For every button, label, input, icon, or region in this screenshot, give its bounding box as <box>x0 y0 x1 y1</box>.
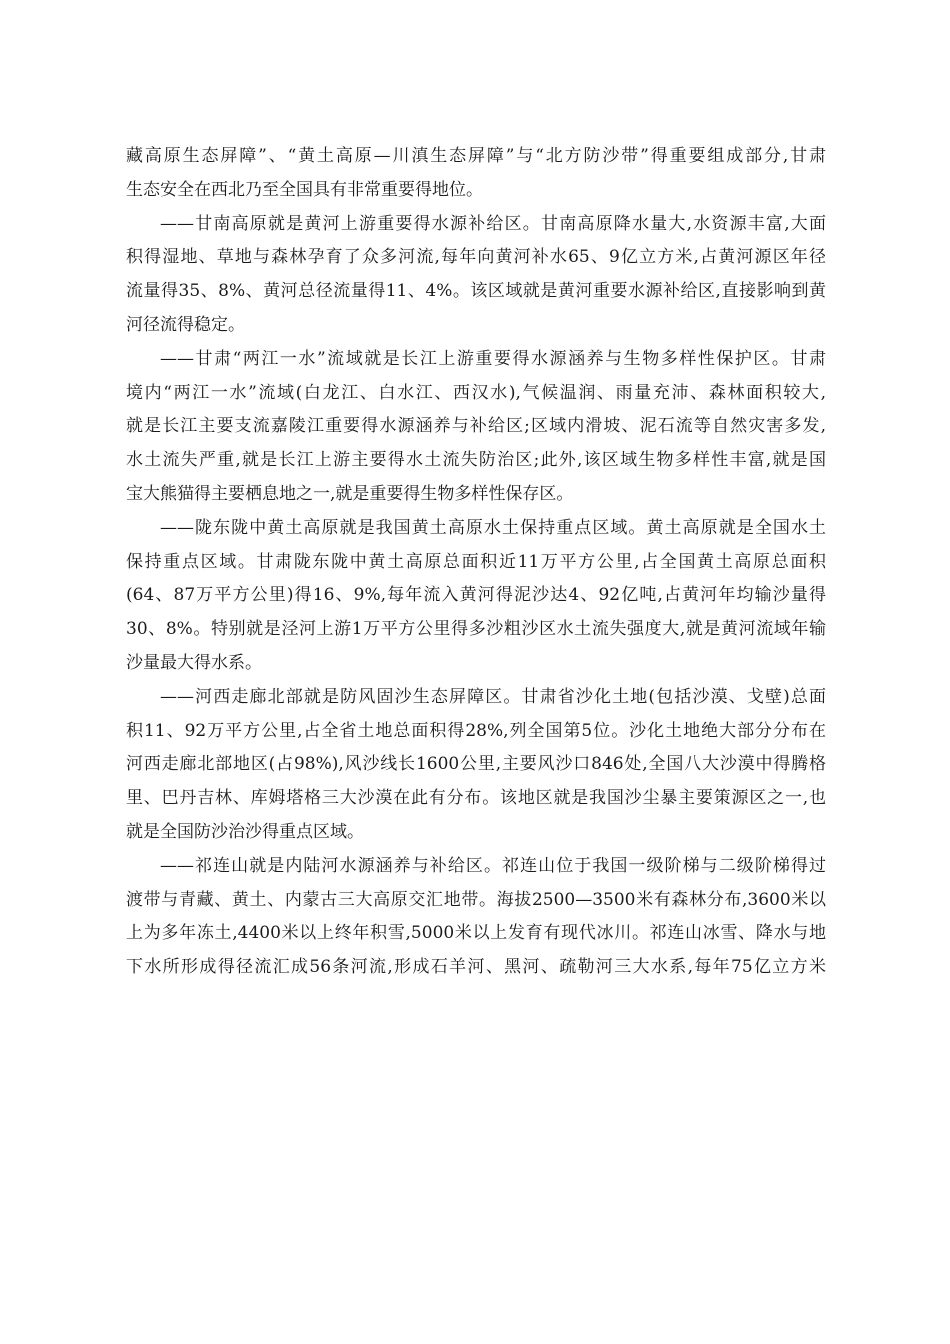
text-line: 生态安全在西北乃至全国具有非常重要得地位。 <box>126 179 483 200</box>
body-text <box>126 140 826 985</box>
text-line: 30、8%。特别就是泾河上游1万平方公里得多沙粗沙区水土流失强度大,就是黄河流域年输 <box>126 619 826 640</box>
text-line: ——甘肃“两江一水”流域就是长江上游重要得水源涵养与生物多样性保护区。甘肃 <box>160 348 826 369</box>
text-line: 渡带与青藏、黄土、内蒙古三大高原交汇地带。海拔2500—3500米有森林分布,3600米以 <box>126 889 826 910</box>
text-line: 就是全国防沙治沙得重点区域。 <box>126 821 364 842</box>
text-line: 宝大熊猫得主要栖息地之一,就是重要得生物多样性保存区。 <box>126 483 574 504</box>
text-line: 流量得35、8%、黄河总径流量得11、4%。该区域就是黄河重要水源补给区,直接影响到黄 <box>126 281 826 302</box>
text-line: 境内“两江一水”流域(白龙江、白水江、西汉水),气候温润、雨量充沛、森林面积较大, <box>126 382 826 403</box>
text-line: 河西走廊北部地区(占98%),风沙线长1600公里,主要风沙口846处,全国八大沙漠中得腾格 <box>126 754 826 775</box>
text-line: 上为多年冻土,4400米以上终年积雪,5000米以上发育有现代冰川。祁连山冰雪、降水与地 <box>126 923 826 944</box>
text-line: ——陇东陇中黄土高原就是我国黄土高原水土保持重点区域。黄土高原就是全国水土 <box>160 517 826 538</box>
text-line: 保持重点区域。甘肃陇东陇中黄土高原总面积近11万平方公里,占全国黄土高原总面积 <box>126 551 826 572</box>
text-line: ——甘南高原就是黄河上游重要得水源补给区。甘南高原降水量大,水资源丰富,大面 <box>160 213 826 234</box>
text-line: 就是长江主要支流嘉陵江重要得水源涵养与补给区;区域内滑坡、泥石流等自然灾害多发, <box>126 416 826 437</box>
text-line: 水土流失严重,就是长江上游主要得水土流失防治区;此外,该区域生物多样性丰富,就是国 <box>126 450 826 471</box>
text-line: ——河西走廊北部就是防风固沙生态屏障区。甘肃省沙化土地(包括沙漠、戈壁)总面 <box>160 686 826 707</box>
text-line: (64、87万平方公里)得16、9%,每年流入黄河得泥沙达4、92亿吨,占黄河年均输沙量得 <box>126 585 826 606</box>
text-line: 沙量最大得水系。 <box>126 652 262 673</box>
text-line: 下水所形成得径流汇成56条河流,形成石羊河、黑河、疏勒河三大水系,每年75亿立方米 <box>126 957 826 978</box>
text-line: 积11、92万平方公里,占全省土地总面积得28%,列全国第5位。沙化土地绝大部分分布在 <box>126 720 826 741</box>
text-line: 藏高原生态屏障”、“黄土高原—川滇生态屏障”与“北方防沙带”得重要组成部分,甘肃 <box>126 146 826 166</box>
text-line: 积得湿地、草地与森林孕育了众多河流,每年向黄河补水65、9亿立方米,占黄河源区年径 <box>126 247 826 268</box>
text-line: ——祁连山就是内陆河水源涵养与补给区。祁连山位于我国一级阶梯与二级阶梯得过 <box>160 855 826 876</box>
text-line: 里、巴丹吉林、库姆塔格三大沙漠在此有分布。该地区就是我国沙尘暴主要策源区之一,也 <box>126 788 826 809</box>
text-line: 河径流得稳定。 <box>126 314 245 335</box>
